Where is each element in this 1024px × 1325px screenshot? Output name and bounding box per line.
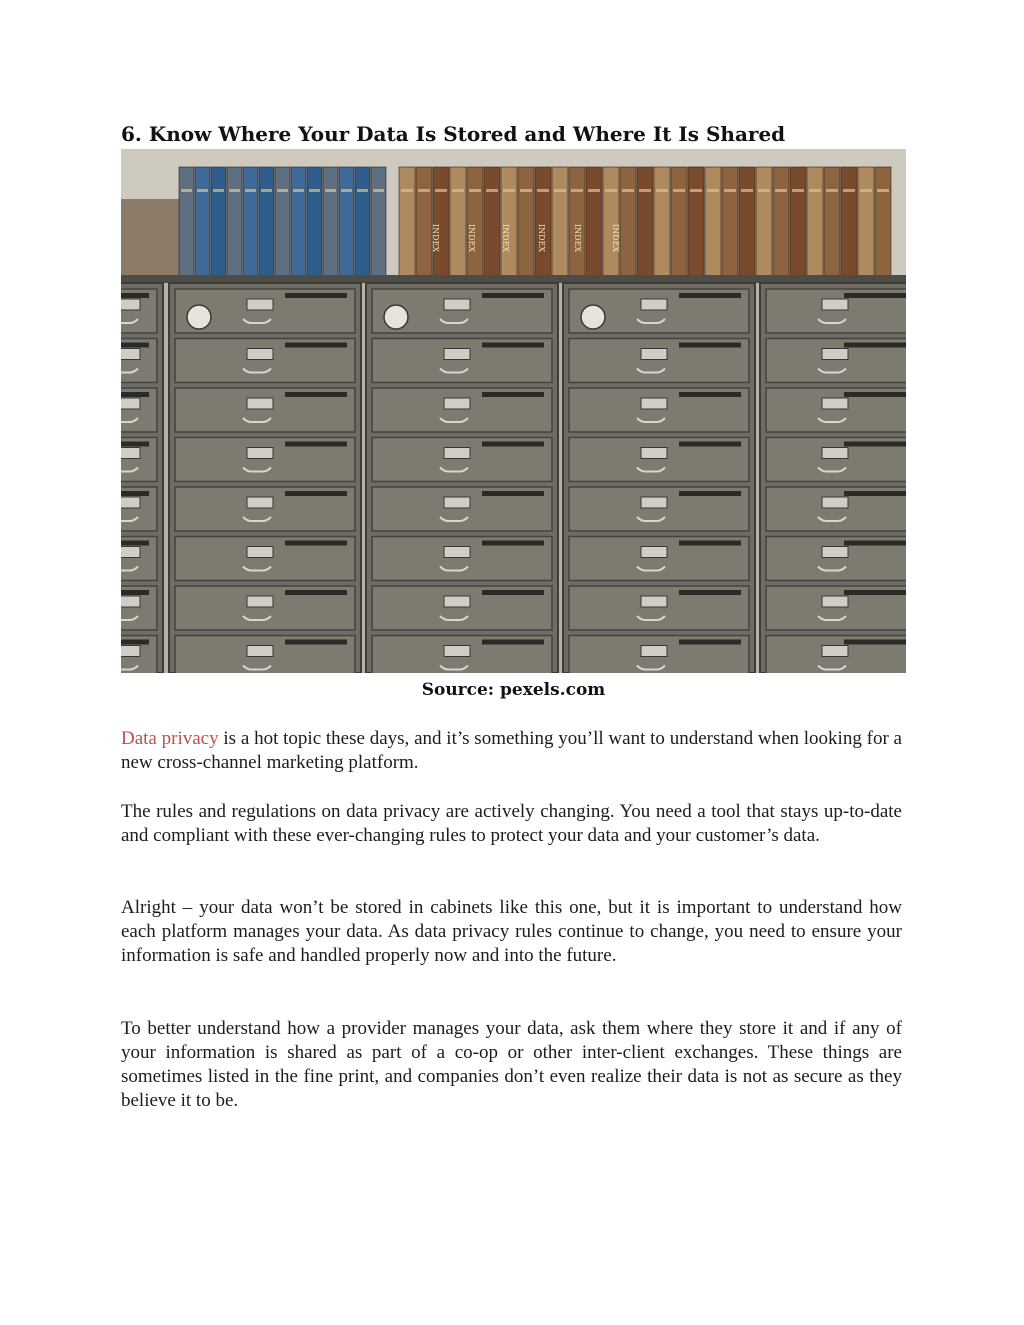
drawer-label-holder [247,398,273,409]
drawer-date-strip [482,640,544,645]
drawer-label-holder [822,547,848,558]
data-privacy-link[interactable]: Data privacy [121,728,219,749]
book-spine-band [435,189,447,192]
book-spine [307,167,322,279]
book-spine-band [452,189,464,192]
drawer-label-holder [822,596,848,607]
drawer-label-holder [121,398,140,409]
book-spine [688,167,704,279]
book-spine [773,167,789,279]
book-spine-band [197,189,208,192]
book-spine-band [486,189,498,192]
drawer-date-strip [844,392,906,397]
drawer-date-strip [121,590,149,595]
book-spine [603,167,619,279]
drawer-label-holder [641,349,667,360]
drawer-date-strip [482,343,544,348]
book-spine [671,167,687,279]
book-spine-band [213,189,224,192]
book-spine [586,167,602,279]
drawer-label-holder [641,547,667,558]
spine-index-label: INDEX [467,224,476,253]
book-spine-band [537,189,549,192]
drawer-label-holder [121,646,140,657]
book-spine [467,167,483,279]
drawer-date-strip [844,491,906,496]
drawer-date-strip [679,293,741,298]
drawer-label-holder [247,646,273,657]
drawer-label-holder [444,497,470,508]
drawer-label-holder [822,497,848,508]
book-spine-band [877,189,889,192]
drawer-label-holder [121,299,140,310]
drawer-label-holder [121,448,140,459]
drawer-date-strip [121,442,149,447]
drawer-label-holder [641,596,667,607]
drawer-label-holder [247,299,273,310]
drawer-label-holder [822,646,848,657]
book-spine [243,167,258,279]
drawer-date-strip [482,392,544,397]
book-spine [355,167,370,279]
drawer-label-holder [247,349,273,360]
cabinet-dial [187,305,211,329]
filing-cabinets-photo [121,149,906,673]
book-spine [722,167,738,279]
book-spine-band [860,189,872,192]
book-spine [339,167,354,279]
book-spine [371,167,386,279]
drawer-date-strip [679,491,741,496]
paragraph-1-text: is a hot topic these days, and it’s something you’ll want to understand when looking for a new cross-channel marketing platform. [121,728,902,773]
drawer-label-holder [444,398,470,409]
book-spine-band [707,189,719,192]
book-spine-band [741,189,753,192]
book-spine-band [181,189,192,192]
book-spine [637,167,653,279]
spine-index-label: INDEX [537,224,546,253]
drawer-label-holder [444,547,470,558]
drawer-label-holder [444,646,470,657]
book-spine-band [554,189,566,192]
book-spine-band [809,189,821,192]
drawer-date-strip [482,590,544,595]
section-heading: 6. Know Where Your Data Is Stored and Where It Is Shared [121,122,786,146]
drawer-label-holder [121,547,140,558]
book-spine [705,167,721,279]
drawer-date-strip [121,343,149,348]
drawer-label-holder [641,448,667,459]
drawer-label-holder [247,497,273,508]
paragraph-data-privacy [121,727,902,775]
paragraph-provider: To better understand how a provider manages your data, ask them where they store it and if any of your information is shared as part of a co-op or other inter-client exchanges. These things are sometimes listed in the fine print, and companies don’t even realize their data is not as secure as they believe it to be. [121,1018,902,1111]
book-spine-band [605,189,617,192]
drawer-date-strip [482,491,544,496]
cabinet-dial [384,305,408,329]
book-spine [790,167,806,279]
book-spine [291,167,306,279]
drawer-label-holder [247,547,273,558]
book-spine-band [758,189,770,192]
book-spine [535,167,551,279]
drawer-label-holder [641,398,667,409]
book-spine-band [325,189,336,192]
book-spine-band [293,189,304,192]
photo-illustration [121,149,906,673]
book-spine [875,167,891,279]
book-spine [756,167,772,279]
cabinet-top [121,275,906,283]
drawer-date-strip [285,541,347,546]
book-spine [654,167,670,279]
book-spine [620,167,636,279]
drawer-date-strip [285,590,347,595]
book-spine-band [571,189,583,192]
book-spine-band [373,189,384,192]
drawer-date-strip [679,392,741,397]
book-spine-band [656,189,668,192]
drawer-date-strip [121,640,149,645]
drawer-date-strip [679,442,741,447]
drawer-date-strip [482,541,544,546]
book-spine-band [229,189,240,192]
book-spine-band [261,189,272,192]
drawer-date-strip [844,442,906,447]
drawer-label-holder [822,349,848,360]
book-spine-band [639,189,651,192]
drawer-date-strip [844,293,906,298]
book-spine [450,167,466,279]
book-spine [179,167,194,279]
drawer-label-holder [641,497,667,508]
book-spine-band [503,189,515,192]
drawer-label-holder [247,448,273,459]
drawer-date-strip [844,640,906,645]
book-spine-band [588,189,600,192]
spine-index-label: INDEX [501,224,510,253]
book-spine [211,167,226,279]
book-spine [518,167,534,279]
drawer-label-holder [822,398,848,409]
drawer-label-holder [121,596,140,607]
book-spine-band [520,189,532,192]
paragraph-cabinets: Alright – your data won’t be stored in cabinets like this one, but it is important to understand how each platform manages your data. As data privacy rules continue to change, you need to ensure your information is safe and handled properly now and into the future. [121,897,902,966]
book-spine-band [843,189,855,192]
book-spine [433,167,449,279]
drawer-date-strip [679,343,741,348]
book-spine-band [401,189,413,192]
image-caption: Source: pexels.com [421,680,606,700]
drawer-date-strip [285,293,347,298]
drawer-label-holder [121,497,140,508]
drawer-label-holder [822,448,848,459]
drawer-date-strip [679,541,741,546]
drawer-label-holder [641,299,667,310]
book-spine [259,167,274,279]
drawer-date-strip [482,442,544,447]
drawer-date-strip [285,640,347,645]
book-spine-band [277,189,288,192]
drawer-date-strip [844,541,906,546]
drawer-date-strip [844,343,906,348]
drawer-label-holder [444,299,470,310]
book-spine-band [622,189,634,192]
book-spine [841,167,857,279]
book-spine-band [341,189,352,192]
drawer-label-holder [444,349,470,360]
book-spine-band [357,189,368,192]
book-spine-band [775,189,787,192]
book-spine-band [724,189,736,192]
book-spine [399,167,415,279]
book-spine-band [826,189,838,192]
drawer-label-holder [641,646,667,657]
drawer-label-holder [121,349,140,360]
book-spine [739,167,755,279]
drawer-date-strip [482,293,544,298]
book-spine [569,167,585,279]
drawer-date-strip [285,442,347,447]
spine-index-label: INDEX [431,224,440,253]
book-spine-band [792,189,804,192]
spine-index-label: INDEX [611,224,620,253]
book-spine-band [469,189,481,192]
drawer-date-strip [121,392,149,397]
book-spine [323,167,338,279]
background-bookshelf [121,199,181,279]
drawer-label-holder [247,596,273,607]
drawer-date-strip [285,392,347,397]
book-spine [227,167,242,279]
book-spine [858,167,874,279]
drawer-date-strip [679,640,741,645]
cabinet-dial [581,305,605,329]
drawer-date-strip [121,541,149,546]
book-spine [807,167,823,279]
drawer-date-strip [285,343,347,348]
book-spine [501,167,517,279]
paragraph-rules: The rules and regulations on data privacy are actively changing. You need a tool that stays up-to-date and compliant with these ever-changing rules to protect your data and your customer’s data. [121,801,902,846]
drawer-date-strip [121,293,149,298]
drawer-date-strip [285,491,347,496]
book-spine-band [690,189,702,192]
drawer-label-holder [444,596,470,607]
book-spine-band [418,189,430,192]
spine-index-label: INDEX [573,224,582,253]
drawer-date-strip [844,590,906,595]
book-spine [195,167,210,279]
book-spine [484,167,500,279]
drawer-date-strip [121,491,149,496]
book-spine [416,167,432,279]
book-spine [824,167,840,279]
book-spine-band [309,189,320,192]
drawer-date-strip [679,590,741,595]
drawer-label-holder [444,448,470,459]
book-spine [552,167,568,279]
book-spine-band [245,189,256,192]
drawer-label-holder [822,299,848,310]
book-spine-band [673,189,685,192]
book-spine [275,167,290,279]
